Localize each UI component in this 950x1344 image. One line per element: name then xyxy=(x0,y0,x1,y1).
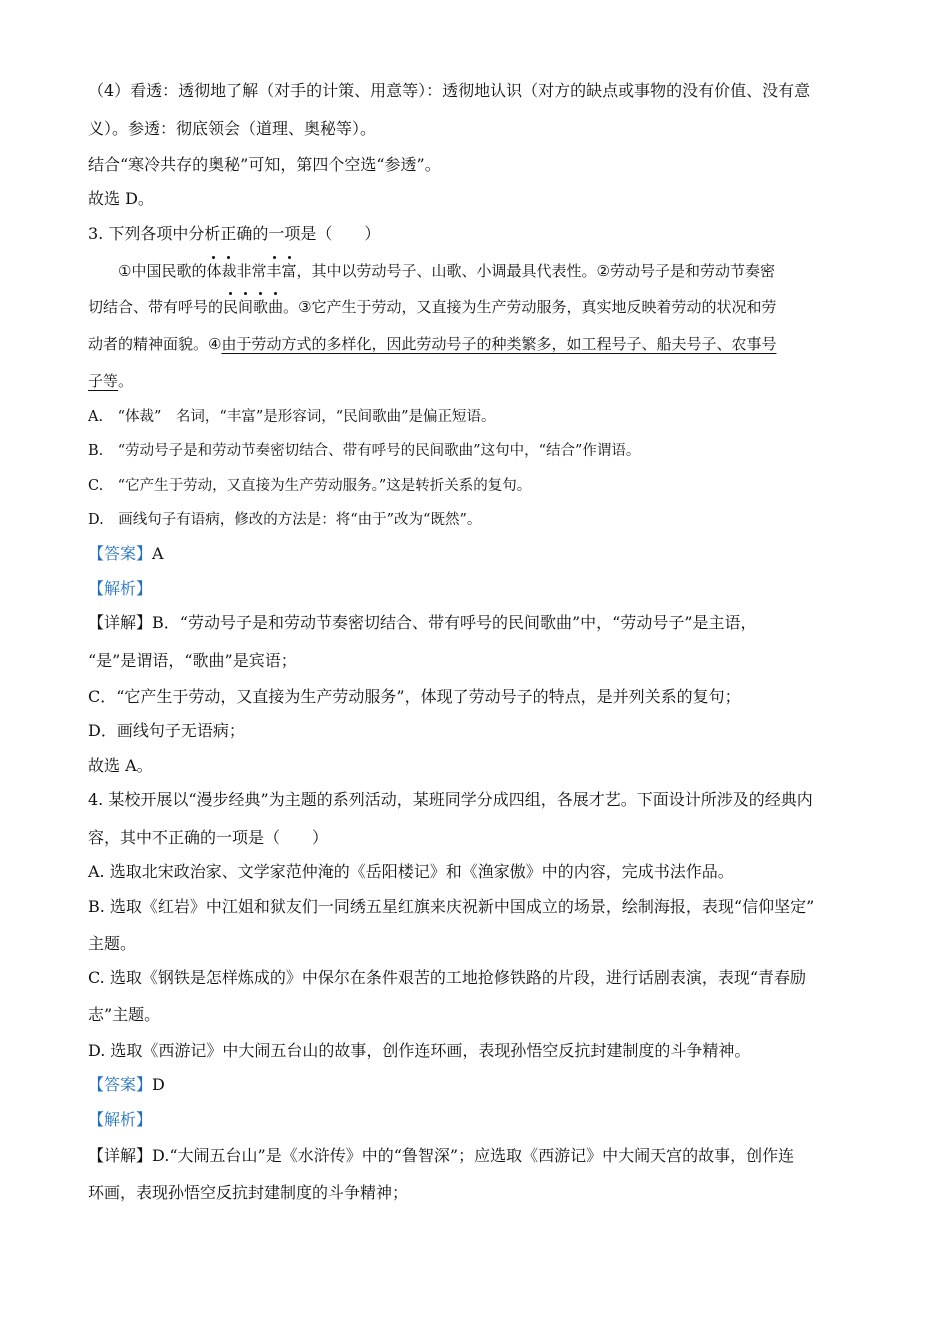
question-3-stem: 3. 下列各项中分析正确的一项是（ ） xyxy=(88,224,381,243)
passage-text: 切结合、带有呼号的 xyxy=(88,298,224,316)
passage-line xyxy=(118,260,775,282)
option-c: C. “它产生于劳动，又直接为生产劳动服务。”这是转折关系的复句。 xyxy=(88,478,532,494)
detail-line: C．“它产生于劳动，又直接为生产劳动服务”，体现了劳动号子的特点，是并列关系的复句； xyxy=(88,687,741,706)
passage-text: 动者的精神面貌。④ xyxy=(88,335,222,353)
detail-line xyxy=(88,1145,794,1167)
option-c-cont: 志”主题。 xyxy=(88,1005,161,1024)
option-a: A. 选取北宋政治家、文学家范仲淹的《岳阳楼记》和《渔家傲》中的内容，完成书法作品。 xyxy=(88,862,734,881)
detail-line: D．画线句子无语病； xyxy=(88,721,245,740)
underlined-sentence: 由于劳动方式的多样化，因此劳动号子的种类繁多，如工程号子、船夫号子、农事号 xyxy=(221,335,777,353)
answer-value: D xyxy=(152,1075,165,1094)
passage-line xyxy=(88,370,133,392)
text-line: 结合“寒冷共存的奥秘”可知，第四个空选“参透”。 xyxy=(88,155,441,174)
option-b: B. 选取《红岩》中江姐和狱友们一同绣五星红旗来庆祝新中国成立的场景，绘制海报，表现“信仰坚定” xyxy=(88,897,815,916)
detail-tag: 【详解】 xyxy=(88,1146,153,1165)
passage-text: ①中国民歌的 xyxy=(118,262,207,280)
passage-line xyxy=(88,333,776,355)
text-line: （4）看透：透彻地了解（对手的计策、用意等）：透彻地认识（对方的缺点或事物的没有价值、没有意 xyxy=(88,81,811,100)
emphasis-char: 丰 xyxy=(266,262,282,280)
detail-tag: 【详解】 xyxy=(88,613,153,632)
option-b: B. “劳动号子是和劳动节奏密切结合、带有呼号的民间歌曲”这句中，“结合”作谓语。 xyxy=(88,443,641,459)
analysis-tag: 【解析】 xyxy=(88,1110,153,1129)
emphasis-char: 富 xyxy=(281,262,297,280)
option-d: D. 画线句子有语病，修改的方法是：将“由于”改为“既然”。 xyxy=(88,512,482,528)
option-c: C. 选取《钢铁是怎样炼成的》中保尔在条件艰苦的工地抢修铁路的片段，进行话剧表演，表现“青春励 xyxy=(88,968,807,987)
passage-text: 。 xyxy=(118,372,134,390)
detail-line xyxy=(88,612,757,634)
option-d: D. 选取《西游记》中大闹五台山的故事，创作连环画，表现孙悟空反抗封建制度的斗争精神。 xyxy=(88,1041,751,1060)
emphasis-char: 体 xyxy=(206,262,222,280)
option-a: A. “体裁” 名词，“丰富”是形容词，“民间歌曲”是偏正短语。 xyxy=(88,409,496,425)
underlined-sentence: 子等 xyxy=(88,372,119,390)
question-4-stem: 4. 某校开展以“漫步经典”为主题的系列活动，某班同学分成四组，各展才艺。下面设计所涉及的经典内 xyxy=(88,790,813,809)
text-line: 义）。参透：彻底领会（道理、奥秘等）。 xyxy=(88,119,377,138)
emphasis-char: 间 xyxy=(238,298,254,316)
analysis-tag: 【解析】 xyxy=(88,579,153,598)
answer-value: A xyxy=(152,544,164,563)
answer-line xyxy=(88,1074,165,1096)
answer-tag: 【答案】 xyxy=(88,1075,153,1094)
detail-text: D.“大闹五台山”是《水浒传》中的“鲁智深”；应选取《西游记》中大闹天宫的故事，创作连 xyxy=(152,1146,795,1165)
emphasis-char: 民 xyxy=(223,298,239,316)
answer-line xyxy=(88,543,164,565)
detail-line: 环画，表现孙悟空反抗封建制度的斗争精神； xyxy=(88,1183,409,1202)
emphasis-char: 歌 xyxy=(253,298,269,316)
detail-line: 故选 A。 xyxy=(88,756,153,775)
detail-line: “是”是谓语，“歌曲”是宾语； xyxy=(88,651,297,670)
passage-text: 。③它产生于劳动，又直接为生产劳动服务，真实地反映着劳动的状况和劳 xyxy=(283,298,777,316)
question-4-stem: 容，其中不正确的一项是（ ） xyxy=(88,828,329,847)
option-b-cont: 主题。 xyxy=(88,934,137,953)
passage-text: 非常 xyxy=(236,262,267,280)
answer-tag: 【答案】 xyxy=(88,544,153,563)
emphasis-char: 曲 xyxy=(268,298,284,316)
passage-text: ，其中以劳动号子、山歌、小调最具代表性。②劳动号子是和劳动节奏密 xyxy=(296,262,775,280)
passage-line xyxy=(88,296,777,318)
text-line: 故选 D。 xyxy=(88,189,154,208)
emphasis-char: 裁 xyxy=(221,262,237,280)
detail-text: B．“劳动号子是和劳动节奏密切结合、带有呼号的民间歌曲”中，“劳动号子”是主语， xyxy=(152,613,757,632)
